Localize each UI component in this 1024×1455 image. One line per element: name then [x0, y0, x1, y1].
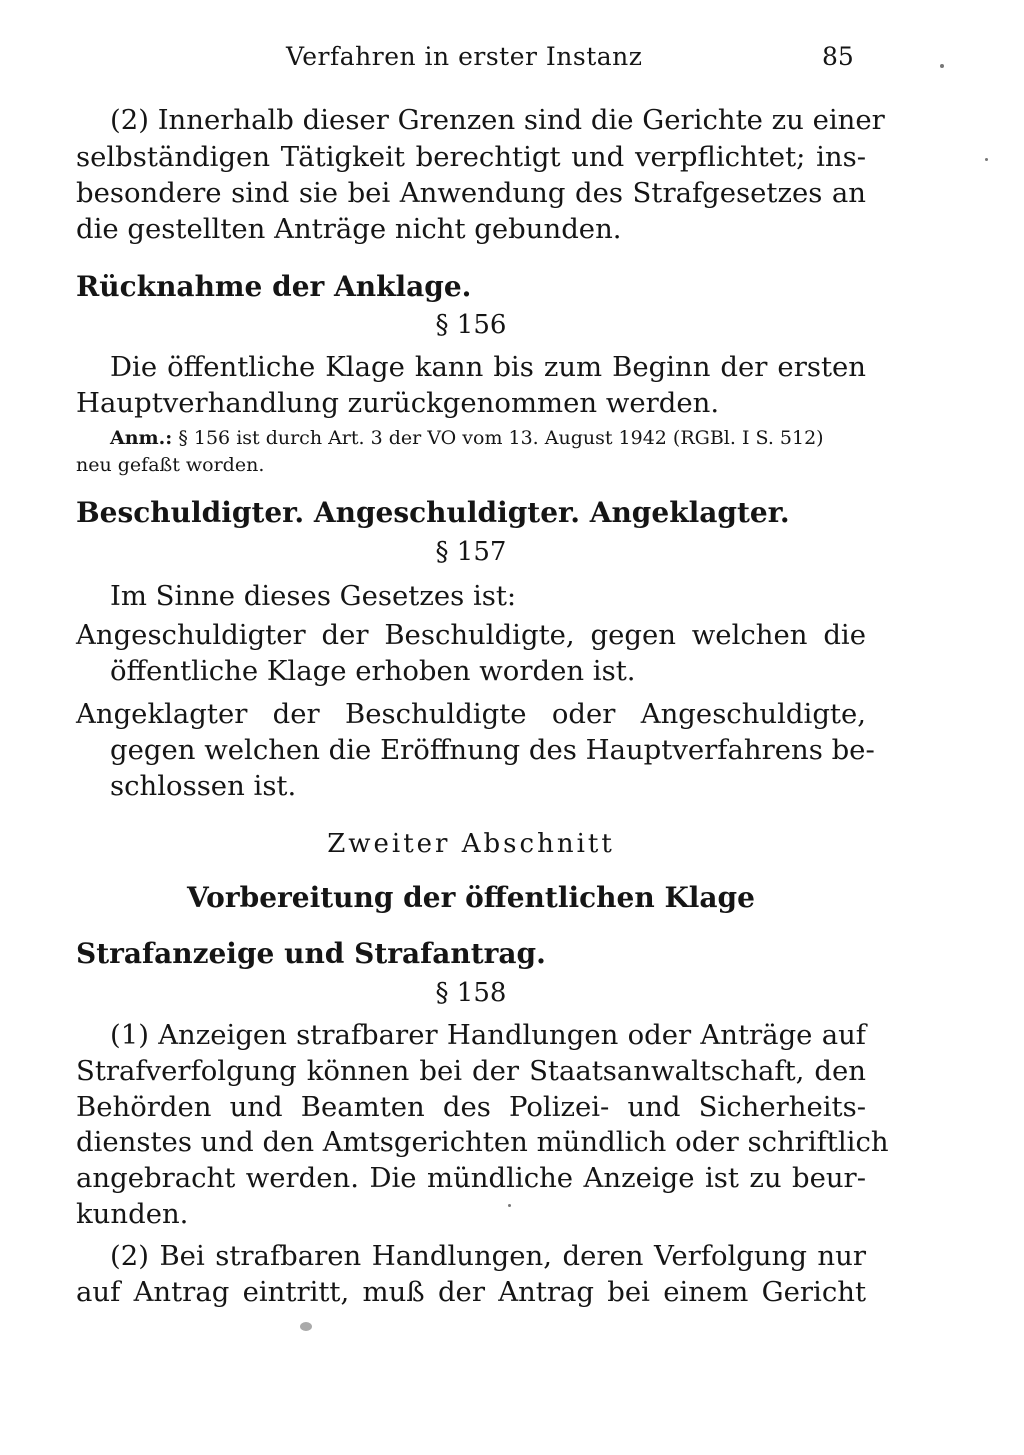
- paragraph-number: § 157: [435, 537, 507, 567]
- annotation-note-continued: neu gefaßt worden.: [76, 454, 265, 476]
- section-heading: Rücknahme der Anklage.: [76, 270, 472, 303]
- text-line: (1) Anzeigen strafbarer Handlungen oder Anträge auf: [110, 1019, 866, 1051]
- definition-line: öffentliche Klage erhoben worden ist.: [110, 655, 636, 687]
- text-line: Im Sinne dieses Gesetzes ist:: [110, 580, 517, 612]
- annotation-text: § 156 ist durch Art. 3 der VO vom 13. August 1942 (RGBl. I S. 512): [178, 427, 824, 449]
- section-heading: Beschuldigter. Angeschuldigter. Angeklagter.: [76, 496, 790, 529]
- page-number: 85: [822, 42, 854, 71]
- running-header: Verfahren in erster Instanz: [286, 42, 643, 71]
- text-line: (2) Bei strafbaren Handlungen, deren Verfolgung nur: [110, 1240, 866, 1272]
- text-line: kunden.: [76, 1198, 189, 1230]
- text-line: angebracht werden. Die mündliche Anzeige ist zu beur-: [76, 1162, 866, 1194]
- scan-speck: [940, 64, 944, 68]
- text-line: die gestellten Anträge nicht gebunden.: [76, 213, 622, 245]
- text-line: (2) Innerhalb dieser Grenzen sind die Gerichte zu einer: [110, 104, 885, 136]
- annotation-label: Anm.:: [110, 427, 173, 449]
- scan-speck: [300, 1322, 312, 1331]
- paragraph-number: § 156: [435, 310, 507, 340]
- text-line: Behörden und Beamten des Polizei- und Sicherheits-: [76, 1091, 866, 1123]
- scan-speck: [985, 158, 988, 161]
- chapter-subtitle: Vorbereitung der öffentlichen Klage: [187, 881, 755, 914]
- annotation-note: [110, 425, 866, 451]
- definition-line: Angeklagter der Beschuldigte oder Angeschuldigte,: [76, 698, 866, 730]
- text-line: auf Antrag eintritt, muß der Antrag bei einem Gericht: [76, 1276, 866, 1308]
- text-line: Die öffentliche Klage kann bis zum Beginn der ersten: [110, 351, 866, 383]
- scan-speck: [508, 1204, 511, 1207]
- text-line: Hauptverhandlung zurückgenommen werden.: [76, 387, 720, 419]
- definition-line: schlossen ist.: [110, 770, 297, 802]
- text-line: selbständigen Tätigkeit berechtigt und verpflichtet; ins-: [76, 141, 866, 173]
- definition-line: Angeschuldigter der Beschuldigte, gegen welchen die: [76, 619, 866, 651]
- text-line: besondere sind sie bei Anwendung des Strafgesetzes an: [76, 177, 866, 209]
- text-line: dienstes und den Amtsgerichten mündlich oder schriftlich: [76, 1126, 889, 1158]
- text-line: Strafverfolgung können bei der Staatsanwaltschaft, den: [76, 1055, 866, 1087]
- paragraph-number: § 158: [435, 978, 507, 1008]
- section-heading: Strafanzeige und Strafantrag.: [76, 937, 546, 970]
- definition-line: gegen welchen die Eröffnung des Hauptverfahrens be-: [110, 734, 875, 766]
- chapter-title: Zweiter Abschnitt: [327, 829, 615, 859]
